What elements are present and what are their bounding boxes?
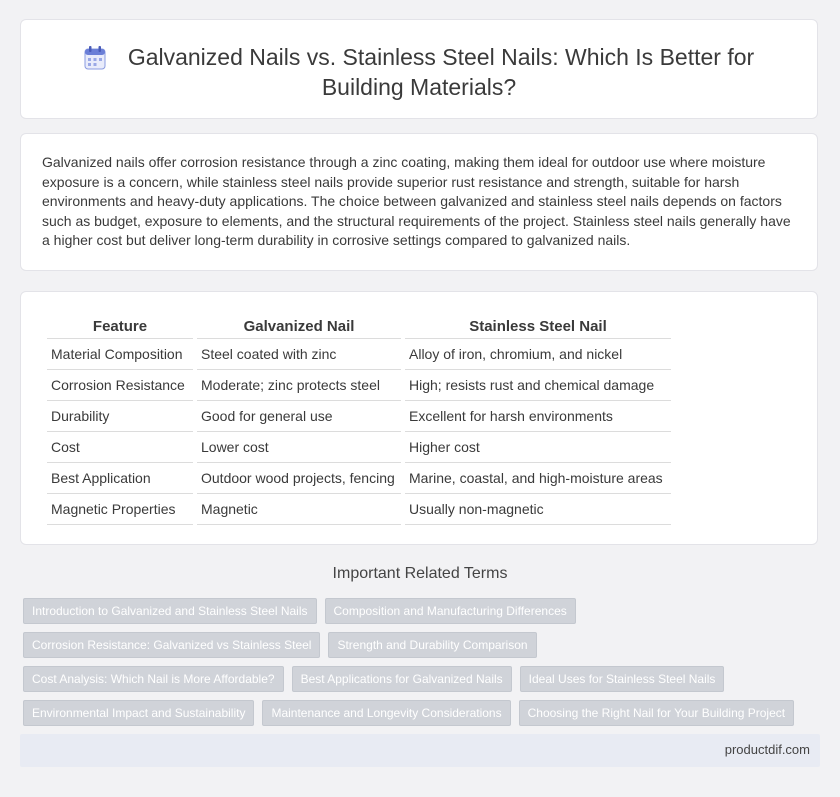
table-cell: Lower cost: [197, 432, 401, 463]
table-row: [47, 463, 671, 494]
table-header-row: [47, 312, 671, 339]
page-title: Galvanized Nails vs. Stainless Steel Nails: Which Is Better for Building Materials?: [127, 44, 755, 100]
intro-paragraph: Galvanized nails offer corrosion resistance through a zinc coating, making them ideal for outdoor use where moisture exposure is a concern, while stainless steel nails provide superior rust resistance and strength, suitable for harsh environments and heavy-duty applications. The choice between galvanized and stainless steel nails depends on factors such as budget, exposure to elements, and the structural requirements of the project. Stainless steel nails generally have a higher cost but deliver long-term durability in corrosive settings compared to galvanized nails.: [42, 154, 791, 249]
table-cell: Material Composition: [47, 339, 193, 370]
related-term-tag[interactable]: Maintenance and Longevity Considerations: [262, 700, 510, 726]
table-cell: Corrosion Resistance: [47, 370, 193, 401]
table-row: [47, 432, 671, 463]
column-header-galvanized: Galvanized Nail: [197, 312, 401, 339]
related-term-tag[interactable]: Introduction to Galvanized and Stainless Steel Nails: [23, 598, 317, 624]
related-term-tag[interactable]: Environmental Impact and Sustainability: [23, 700, 254, 726]
table-cell: Outdoor wood projects, fencing: [197, 463, 401, 494]
table-row: [47, 339, 671, 370]
table-cell: Marine, coastal, and high-moisture areas: [405, 463, 671, 494]
table-row: [47, 401, 671, 432]
table-cell: Durability: [47, 401, 193, 432]
table-cell: Cost: [47, 432, 193, 463]
table-cell: Moderate; zinc protects steel: [197, 370, 401, 401]
related-term-tag[interactable]: Strength and Durability Comparison: [328, 632, 536, 658]
table-cell: Magnetic Properties: [47, 494, 193, 525]
related-term-tag[interactable]: Corrosion Resistance: Galvanized vs Stainless Steel: [23, 632, 320, 658]
related-term-tag[interactable]: Composition and Manufacturing Differences: [325, 598, 576, 624]
table-cell: Alloy of iron, chromium, and nickel: [405, 339, 671, 370]
comparison-table: [43, 312, 675, 525]
table-cell: Best Application: [47, 463, 193, 494]
title-block: [61, 42, 777, 102]
related-terms-list: [23, 598, 813, 734]
related-term-tag[interactable]: Ideal Uses for Stainless Steel Nails: [520, 666, 725, 692]
table-cell: Steel coated with zinc: [197, 339, 401, 370]
comparison-card: [20, 291, 818, 545]
related-term-tag[interactable]: Choosing the Right Nail for Your Building Project: [519, 700, 794, 726]
table-cell: Usually non-magnetic: [405, 494, 671, 525]
footer-bar: [20, 734, 820, 767]
table-cell: Magnetic: [197, 494, 401, 525]
column-header-stainless: Stainless Steel Nail: [405, 312, 671, 339]
intro-card: [20, 133, 818, 271]
related-terms-heading: Important Related Terms: [332, 565, 508, 582]
table-cell: Good for general use: [197, 401, 401, 432]
related-term-tag[interactable]: Cost Analysis: Which Nail is More Affordable?: [23, 666, 284, 692]
related-term-tag[interactable]: Best Applications for Galvanized Nails: [292, 666, 512, 692]
table-row: [47, 370, 671, 401]
calendar-icon: [84, 46, 106, 70]
table-cell: Higher cost: [405, 432, 671, 463]
header-card: [20, 19, 818, 119]
table-cell: High; resists rust and chemical damage: [405, 370, 671, 401]
footer-site-name[interactable]: productdif.com: [724, 742, 810, 757]
table-row: [47, 494, 671, 525]
column-header-feature: Feature: [47, 312, 193, 339]
table-cell: Excellent for harsh environments: [405, 401, 671, 432]
